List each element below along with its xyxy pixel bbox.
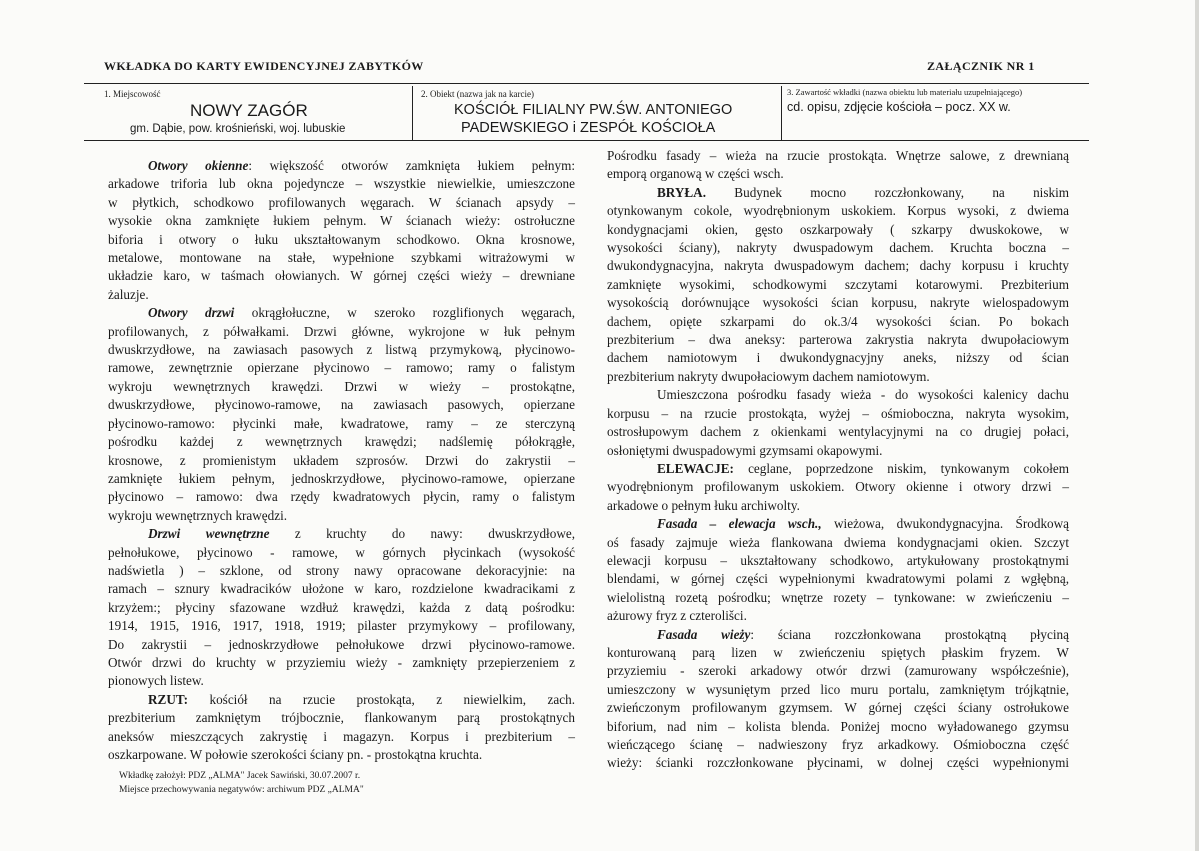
left-text-column — [108, 157, 575, 764]
paragraph-continuation: Pośrodku fasady – wieża na rzucie prostokąta. Wnętrze salowe, z drewnianą emporą organową w części wsch. — [607, 148, 1069, 182]
object-name-line2: PADEWSKIEGO i ZESPÓŁ KOŚCIOŁA — [461, 120, 716, 136]
right-text-column — [607, 147, 1069, 773]
paragraph-tower: Umieszczona pośrodku fasady wieża - do wysokości kalenicy dachu korpusu – na rzucie prostokąta, wyżej – ośmioboczna, nakryta wysokim, ostrosłupowym dachem z okienkami wentylacyjnymi na co drugiej połaci, osłoniętymi dwuspadowymi gzymsami okapowymi. — [607, 387, 1069, 458]
heading-window-openings: Otwory okienne — [148, 158, 249, 173]
form-title: WKŁADKA DO KARTY EWIDENCYJNEJ ZABYTKÓW — [104, 59, 424, 73]
heading-facade-east: Fasada – elewacja wsch., — [657, 516, 822, 532]
heading-inner-doors: Drzwi wewnętrzne — [148, 526, 270, 542]
place-name: NOWY ZAGÓR — [190, 101, 308, 120]
paragraph-inner-doors: Drzwi wewnętrzne z kruchty do nawy: dwuskrzydłowe, pełnołukowe, płycinowo - ramowe, w górnych płycinkach (wysokość nadświetla ) – szklone, od strony nawy opracowane dekoracyjnie: na ramach – sznury kwadracików ułożone w karo, rozdzielone kwadracikami z krzyżem:; płyciny sfazowane wzdłuż krawędzi, każda z datą pośrodku: 1914, 1915, 1916, 1917, 1918, 1919; pilaster przymykowy – profilowany, Do zakrystii – jednoskrzydłowe pełnołukowe drzwi płycinowo-ramowe. Otwór drzwi do kruchty w przyziemiu wieży - zamknięty przepierzeniem z pionowych listew. — [108, 526, 575, 689]
content-value: cd. opisu, zdjęcie kościoła – pocz. XX w. — [787, 100, 1011, 114]
attachment-number: ZAŁĄCZNIK NR 1 — [927, 59, 1035, 73]
heading-plan: RZUT: — [148, 691, 189, 707]
heading-tower-facade: Fasada wieży — [657, 626, 751, 642]
header-rule-bottom — [84, 140, 1089, 141]
paragraph-door-openings: Otwory drzwi okrągłołuczne, w szeroko rozglifionych węgarach, profilowanych, z półwałkami. Drzwi główne, wykrojone w łuk pełnym dwuskrzydłowe, na zawiasach pasowych z listwą przymykową, płycinowo- ramowe, zewnętrznie opierzane płycinowo – ramowo; ramy o falistym wykroju wewnętrznych krawędzi. Drzwi w wieży – prostokątne, dwuskrzydłowe, płycinowo-ramowe, na zawiasach pasowych, opierzane płycinowo-ramowo: płycinki małe, kwadratowe, ramy – ze sterczyną pośrodku każdej z wewnętrznych krawędzi; nadślemię półokrągłe, krosnowe, z promienistym układem szprosów. Drzwi do zakrystii – zamknięte łukiem pełnym, jednoskrzydłowe, płycinowo-ramowe, opierzane płycinowo – ramowo: dwa rzędy kwadratowych płycin, ramy o falistym wykroju wewnętrznych krawędzi. — [108, 305, 575, 523]
heading-massing: BRYŁA. — [657, 184, 706, 200]
paragraph-elevations: ELEWACJE: ceglane, poprzedzone niskim, tynkowanym cokołem wyodrębnionym profilowanym uskokiem. Otwory okienne i otwory drzwi – arkadowe o pełnym łuku archiwolty. — [607, 460, 1069, 513]
heading-door-openings: Otwory drzwi — [148, 305, 235, 321]
page-edge — [1195, 0, 1199, 851]
paragraph-facade-east: Fasada – elewacja wsch., wieżowa, dwukondygnacyjna. Środkową oś fasady zajmuje wieża flankowana dwiema kondygnacjami okien. Szczyt elewacji korpusu – ukształtowany schodkowo, artykułowany prostokątnymi blendami, w górnej części wypełnionymi kwadratowymi polami z wgłębną, wielolistną rozetą pośrodku; wnętrze rozety – tynkowane: w zwieńczeniu – ażurowy fryz z czterolišci. — [607, 516, 1070, 624]
footer-archive: Miejsce przechowywania negatywów: archiwum PDZ „ALMA" — [119, 785, 364, 795]
place-label: 1. Miejscowość — [104, 89, 161, 99]
box-divider-1 — [412, 86, 413, 140]
heading-elevations: ELEWACJE: — [657, 460, 734, 476]
header-rule-top — [84, 83, 1089, 84]
paragraph-plan: RZUT: kościół na rzucie prostokąta, z niewielkim, zach. prezbiterium zamkniętym trójbocznie, flankowanym parą prostokątnych aneksów mieszczących zakrystię i magazyn. Korpus i prezbiterium – oszkarpowane. W połowie szerokości ściany pn. - prostokątna kruchta. — [108, 691, 575, 762]
footer-author: Wkładkę założył: PDZ „ALMA" Jacek Sawiński, 30.07.2007 r. — [119, 771, 361, 781]
place-admin: gm. Dąbie, pow. krośnieński, woj. lubuskie — [130, 123, 346, 135]
object-name-line1: KOŚCIÓŁ FILIALNY PW.ŚW. ANTONIEGO — [454, 102, 733, 118]
paragraph-window-openings: Otwory okienne: większość otworów zamknięta łukiem pełnym: arkadowe triforia lub okna pojedyncze – wszystkie niewielkie, umieszczone w płytkich, schodkowo profilowanych węgarach. W ścianach apsydy – wysokie okna zamknięte łukiem pełnym. W ścianach wieży: ostrołuczne biforia i otwory o łuku ukształtowanym schodkowo. Okna krosnowe, metalowe, montowane na stałe, wypełnione szybkami witrażowymi w układzie karo, w taśmach ołowianych. W górnej części wieży – drewniane żaluzje. — [108, 158, 575, 302]
object-label: 2. Obiekt (nazwa jak na karcie) — [421, 89, 534, 99]
box-divider-2 — [781, 86, 782, 140]
paragraph-massing: BRYŁA. Budynek mocno rozczłonkowany, na niskim otynkowanym cokole, wyodrębnionym uskokiem. Korpus wysoki, z dwiema kondygnacjami okien, gęsto oszkarpowały ( szkarpy dwuskokowe, w wysokości ściany), nakryty dwuspadowym dachem. Kruchta boczna – dwukondygnacyjna, nakryta dwuspadowym dachem; dachy korpusu i kruchty zamknięte wysokimi, schodkowymi szczytami kotarowymi. Prezbiterium wysokością dorównujące wysokości ścian korpusu, nakryte wielospadowym dachem, opięte szkarpami do ok.3/4 wysokości ścian. Po bokach prezbiterium – dwa aneksy: parterowa zakrystia nakryta dwupołaciowym dachem namiotowym i dwukondygnacyjny aneks, niższy od ścian prezbiterium nakryty dwupołaciowym dachem namiotowym. — [607, 184, 1069, 384]
content-label: 3. Zawartość wkładki (nazwa obiektu lub materiału uzupełniającego) — [787, 87, 1023, 97]
paragraph-tower-facade: Fasada wieży: ściana rozczłonkowana prostokątną płyciną konturowaną parą lizen w zwieńczeniu spiętych płaskim fryzem. W przyziemiu - szeroki arkadowy otwór drzwi (zamurowany współcześnie), umieszczony w wysuniętym przed lico muru portalu, zamkniętym trójkątnie, zwieńczonym profilowanym gzymsem. W górnej części ściany ostrołukowe biforium, nad nim – kolista blenda. Poniżej mocno wyładowanego gzymsu wieńczącego ścianę – nadwieszony fryz arkadkowy. Ośmioboczna część wieży: ścianki rozczłonkowane płycinami, w dolnej części wypełnionymi — [607, 626, 1069, 771]
